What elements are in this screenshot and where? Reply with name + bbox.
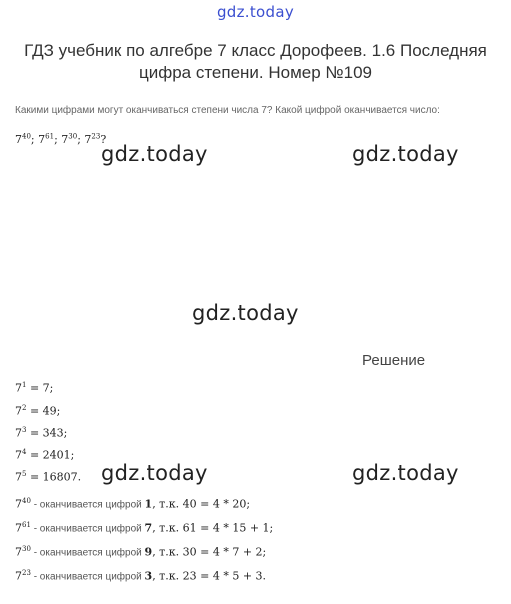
page-title: ГДЗ учебник по алгебре 7 класс Дорофеев. 1.6 Последняя цифра степени. Номер №109 — [24, 41, 487, 82]
power-line: $7^4 = 2401$; — [15, 448, 75, 462]
watermark: gdz.today — [101, 142, 208, 166]
power-line: $7^2 = 49$; — [15, 404, 61, 418]
watermark: gdz.today — [101, 461, 208, 485]
expr-term: $7^{61}$; — [38, 132, 58, 146]
solution-heading: Решение — [362, 352, 426, 369]
watermark: gdz.today — [352, 461, 459, 485]
ending-line: $7^{30}$ - оканчивается цифрой 9, т.к. 30 = 4 * 7 + 2; — [15, 545, 267, 559]
expr-term: $7^{23}$? — [84, 132, 107, 146]
task-question: Какими цифрами могут оканчиваться степени числа 7? Какой цифрой оканчивается число: — [15, 105, 440, 116]
power-line: $7^5 = 16807$. — [15, 470, 82, 484]
ending-line: $7^{61}$ - оканчивается цифрой 7, т.к. 61 = 4 * 15 + 1; — [15, 521, 274, 535]
watermark: gdz.today — [352, 142, 459, 166]
power-line: $7^1 = 7$; — [15, 381, 54, 395]
site-logo[interactable]: gdz.today — [216, 3, 295, 21]
power-line: $7^3 = 343$; — [15, 426, 68, 440]
expr-term: $7^{30}$; — [61, 132, 81, 146]
ending-line: $7^{23}$ - оканчивается цифрой 3, т.к. 23 = 4 * 5 + 3. — [15, 569, 267, 583]
expr-term: $7^{40}$; — [15, 132, 35, 146]
ending-line: $7^{40}$ - оканчивается цифрой 1, т.к. 40 = 4 * 20; — [15, 497, 251, 511]
task-expression — [15, 132, 106, 146]
watermark: gdz.today — [192, 301, 299, 325]
